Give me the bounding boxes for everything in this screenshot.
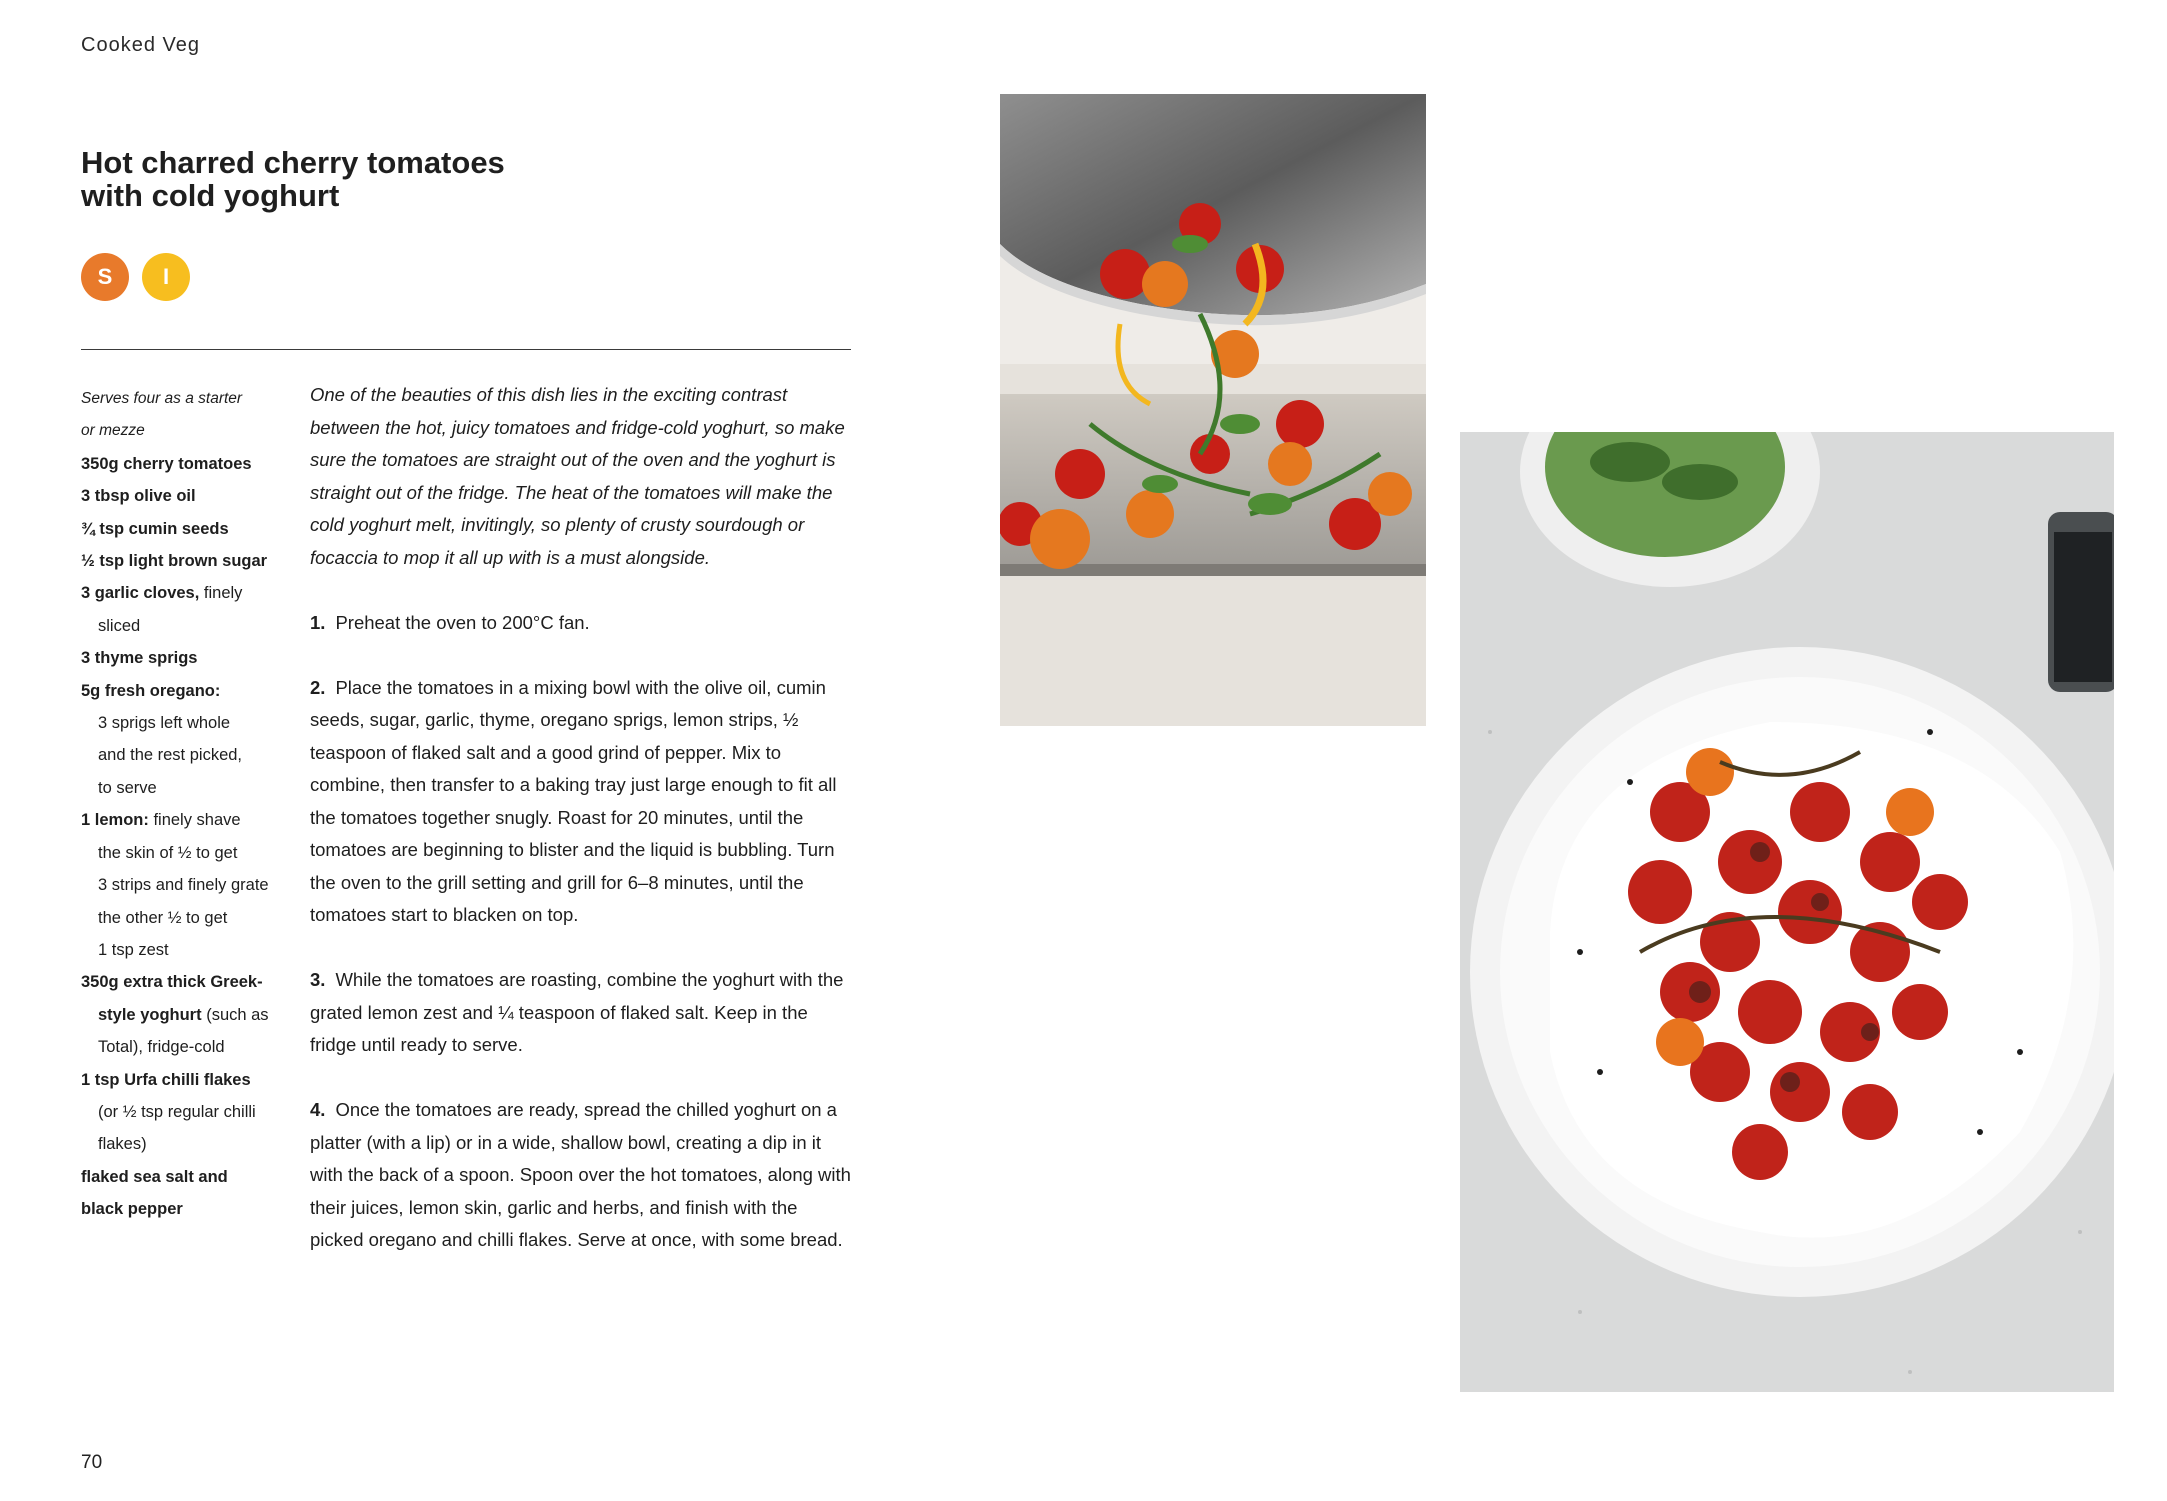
ingredient-line (81, 1096, 296, 1128)
step-number: 2. (310, 676, 326, 698)
ingredient-name: 3 tbsp olive oil (81, 487, 196, 506)
ingredient-detail: to serve (98, 778, 157, 797)
badge-s-letter: S (97, 264, 113, 289)
ingredient-line (81, 739, 296, 771)
ingredient-name: ½ tsp light brown sugar (81, 552, 268, 571)
ingredient-name: flaked sea salt and (81, 1167, 228, 1186)
photo-finished-dish (1460, 432, 2114, 1392)
ingredient-detail: Total), fridge-cold (98, 1038, 225, 1057)
method-step (310, 964, 855, 1062)
ingredient-detail: 1 tsp zest (98, 940, 169, 959)
ingredient-name: 350g cherry tomatoes (81, 454, 252, 473)
ingredient-line (81, 480, 296, 512)
ingredient-detail: 3 sprigs left whole (98, 714, 231, 733)
method-step (310, 607, 855, 640)
ingredient-line (81, 610, 296, 642)
ingredient-line (81, 804, 296, 836)
ingredient-line (81, 1064, 296, 1096)
method-step (310, 1094, 855, 1257)
ingredient-line (81, 448, 296, 480)
ingredient-detail: the other ½ to get (98, 908, 228, 927)
ingredients-list (81, 383, 296, 1226)
ingredient-detail: finely shave (148, 811, 241, 830)
ingredient-line (81, 966, 296, 998)
ingredient-name: 1 lemon: (81, 811, 149, 830)
method-steps (310, 607, 855, 1257)
ingredient-line (81, 934, 296, 966)
ingredient-name: 5g fresh oregano: (81, 681, 221, 700)
recipe-intro: One of the beauties of this dish lies in the exciting contrast between the hot, juicy tomatoes and fridge-cold yoghurt, so make sure the tomatoes are straight out of the oven and the yoghurt is straight out of the fridge. The heat of the tomatoes will make the cold yoghurt melt, invitingly, so plenty of crusty sourdough or focaccia to mop it all up with is a must alongside. (310, 384, 845, 568)
ingredient-detail: and the rest picked, (98, 746, 243, 765)
step-text: Place the tomatoes in a mixing bowl with the olive oil, cumin seeds, sugar, garlic, thyme, oregano sprigs, lemon strips, ½ teaspoon of flaked salt and a good grind of pepper. Mix to combine, then transfer to a baking tray just large enough to fit all the tomatoes together snugly. Roast for 20 minutes, until the tomatoes are beginning to blister and the liquid is bubbling. Turn the oven to the grill setting and grill for 6–8 minutes, until the tomatoes start to blacken on top. (310, 676, 837, 925)
divider-rule (81, 349, 851, 350)
ingredient-name: 3 garlic cloves, (81, 584, 200, 603)
ingredient-name: 350g extra thick Greek- (81, 973, 263, 992)
ingredient-line (81, 837, 296, 869)
ingredient-name: 1 tsp Urfa chilli flakes (81, 1070, 251, 1089)
ingredient-line (81, 1193, 296, 1225)
ingredient-line (81, 545, 296, 577)
ingredient-name: black pepper (81, 1200, 183, 1219)
ingredient-line (81, 383, 296, 415)
photo-tomatoes-pouring (1000, 94, 1426, 726)
ingredient-line (81, 1128, 296, 1160)
step-number: 3. (310, 969, 326, 990)
ingredient-line (81, 707, 296, 739)
ingredient-line (81, 675, 296, 707)
badge-i-letter: I (162, 264, 170, 289)
ingredient-line (81, 902, 296, 934)
badge-i (142, 253, 190, 301)
ingredient-detail: (or ½ tsp regular chilli (98, 1102, 256, 1121)
method-step (310, 672, 855, 932)
ingredient-line (81, 869, 296, 901)
recipe-title-line1: Hot charred cherry tomatoes (81, 145, 505, 180)
recipe-title-line2: with cold yoghurt (81, 178, 340, 213)
ingredient-detail: the skin of ½ to get (98, 843, 238, 862)
ingredient-detail: or mezze (81, 422, 145, 440)
recipe-title (81, 146, 641, 212)
ingredient-detail: flakes) (98, 1135, 147, 1154)
ingredient-detail: Serves four as a starter (81, 390, 243, 407)
step-text: While the tomatoes are roasting, combine the yoghurt with the grated lemon zest and ¼ teaspoon of flaked salt. Keep in the fridge until ready to serve. (310, 969, 844, 1055)
photo-finished-dish-illustration (1460, 432, 2114, 1392)
ingredient-line (81, 772, 296, 804)
section-label: Cooked Veg (81, 34, 200, 56)
badge-s (81, 253, 129, 301)
ingredient-detail: finely (199, 584, 243, 603)
ingredient-line (81, 1161, 296, 1193)
ingredient-name: ¾ tsp cumin seeds (81, 519, 229, 538)
ingredient-name: style yoghurt (98, 1005, 202, 1024)
page-number: 70 (81, 1452, 103, 1473)
step-text: Once the tomatoes are ready, spread the chilled yoghurt on a platter (with a lip) or in a wide, shallow bowl, creating a dip in it with the back of a spoon. Spoon over the hot tomatoes, along with their juices, lemon skin, garlic and herbs, and finish with the picked oregano and chilli flakes. Serve at once, with some bread. (310, 1099, 851, 1250)
step-number: 4. (310, 1099, 326, 1120)
ingredient-line (81, 577, 296, 609)
ingredient-line (81, 642, 296, 674)
ingredient-detail: (such as (201, 1005, 269, 1024)
ingredient-line (81, 513, 296, 545)
step-text: Preheat the oven to 200°C fan. (335, 611, 590, 633)
photo-tomatoes-pouring-illustration (1000, 94, 1426, 726)
ingredient-line (81, 1031, 296, 1063)
ingredient-detail: 3 strips and finely grate (98, 876, 269, 895)
ingredient-detail: sliced (98, 616, 141, 635)
method (310, 379, 855, 1289)
ingredient-line (81, 999, 296, 1031)
step-number: 1. (310, 611, 326, 633)
ingredient-name: 3 thyme sprigs (81, 649, 198, 668)
ingredient-line (81, 415, 296, 447)
